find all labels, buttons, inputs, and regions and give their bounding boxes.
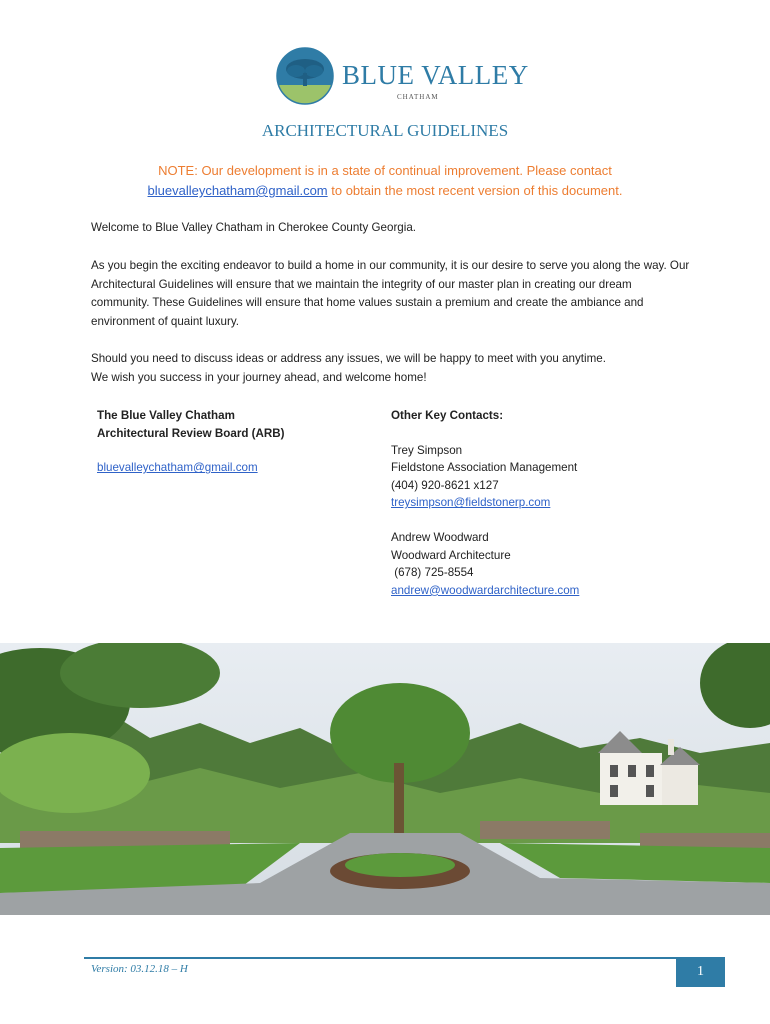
contact-org: Fieldstone Association Management [391, 461, 578, 475]
note-text-end: to obtain the most recent version of this document. [327, 183, 623, 198]
contact-email-link[interactable]: treysimpson@fieldstonerp.com [391, 496, 551, 510]
note-text: NOTE: Our development is in a state of continual improvement. Please contact [158, 163, 612, 178]
closing-line-2: We wish you success in your journey ahead, and welcome home! [91, 371, 427, 384]
arb-contact [97, 407, 357, 477]
contact-name: Trey Simpson [391, 443, 463, 457]
note-email-link[interactable]: bluevalleychatham@gmail.com [147, 183, 328, 198]
contact-phone: (404) 920-8621 x127 [391, 478, 499, 492]
tree-emblem-icon [276, 47, 334, 105]
contact-email-link[interactable]: andrew@woodwardarchitecture.com [391, 583, 580, 597]
contact-org: Woodward Architecture [391, 548, 511, 562]
contact-phone: (678) 725-8554 [391, 566, 474, 580]
key-contacts [391, 407, 681, 599]
arb-name: The Blue Valley Chatham [97, 409, 235, 422]
intro-paragraph: As you begin the exciting endeavor to build a home in our community, it is our desire to serve you along the way. Our Architectural Guidelines will ensure that we maintain the integrity of our master plan in creating our dream community. These Guidelines will ensure that home values sustain a premium and create the ambiance and environment of quaint luxury. [91, 259, 690, 328]
contact-name: Andrew Woodward [391, 530, 489, 544]
closing-line-1: Should you need to discuss ideas or address any issues, we will be happy to meet with you anytime. [91, 352, 606, 365]
footer-version: Version: 03.12.18 – H [91, 963, 188, 975]
community-entrance-photo [0, 643, 770, 915]
page-number: 1 [676, 957, 725, 987]
welcome-paragraph: Welcome to Blue Valley Chatham in Cherokee County Georgia. [91, 221, 417, 234]
logo-subtitle: CHATHAM [397, 93, 439, 101]
logo-wordmark: BLUE VALLEY [342, 60, 529, 90]
blue-valley-logo [276, 45, 529, 107]
revision-note [100, 161, 670, 201]
arb-board: Architectural Review Board (ARB) [97, 426, 285, 440]
footer-divider [84, 957, 676, 959]
entrance-photo-illustration [0, 643, 770, 915]
page-title: ARCHITECTURAL GUIDELINES [261, 121, 509, 140]
arb-email-link[interactable]: bluevalleychatham@gmail.com [97, 461, 258, 475]
key-contacts-heading: Other Key Contacts: [391, 409, 504, 422]
